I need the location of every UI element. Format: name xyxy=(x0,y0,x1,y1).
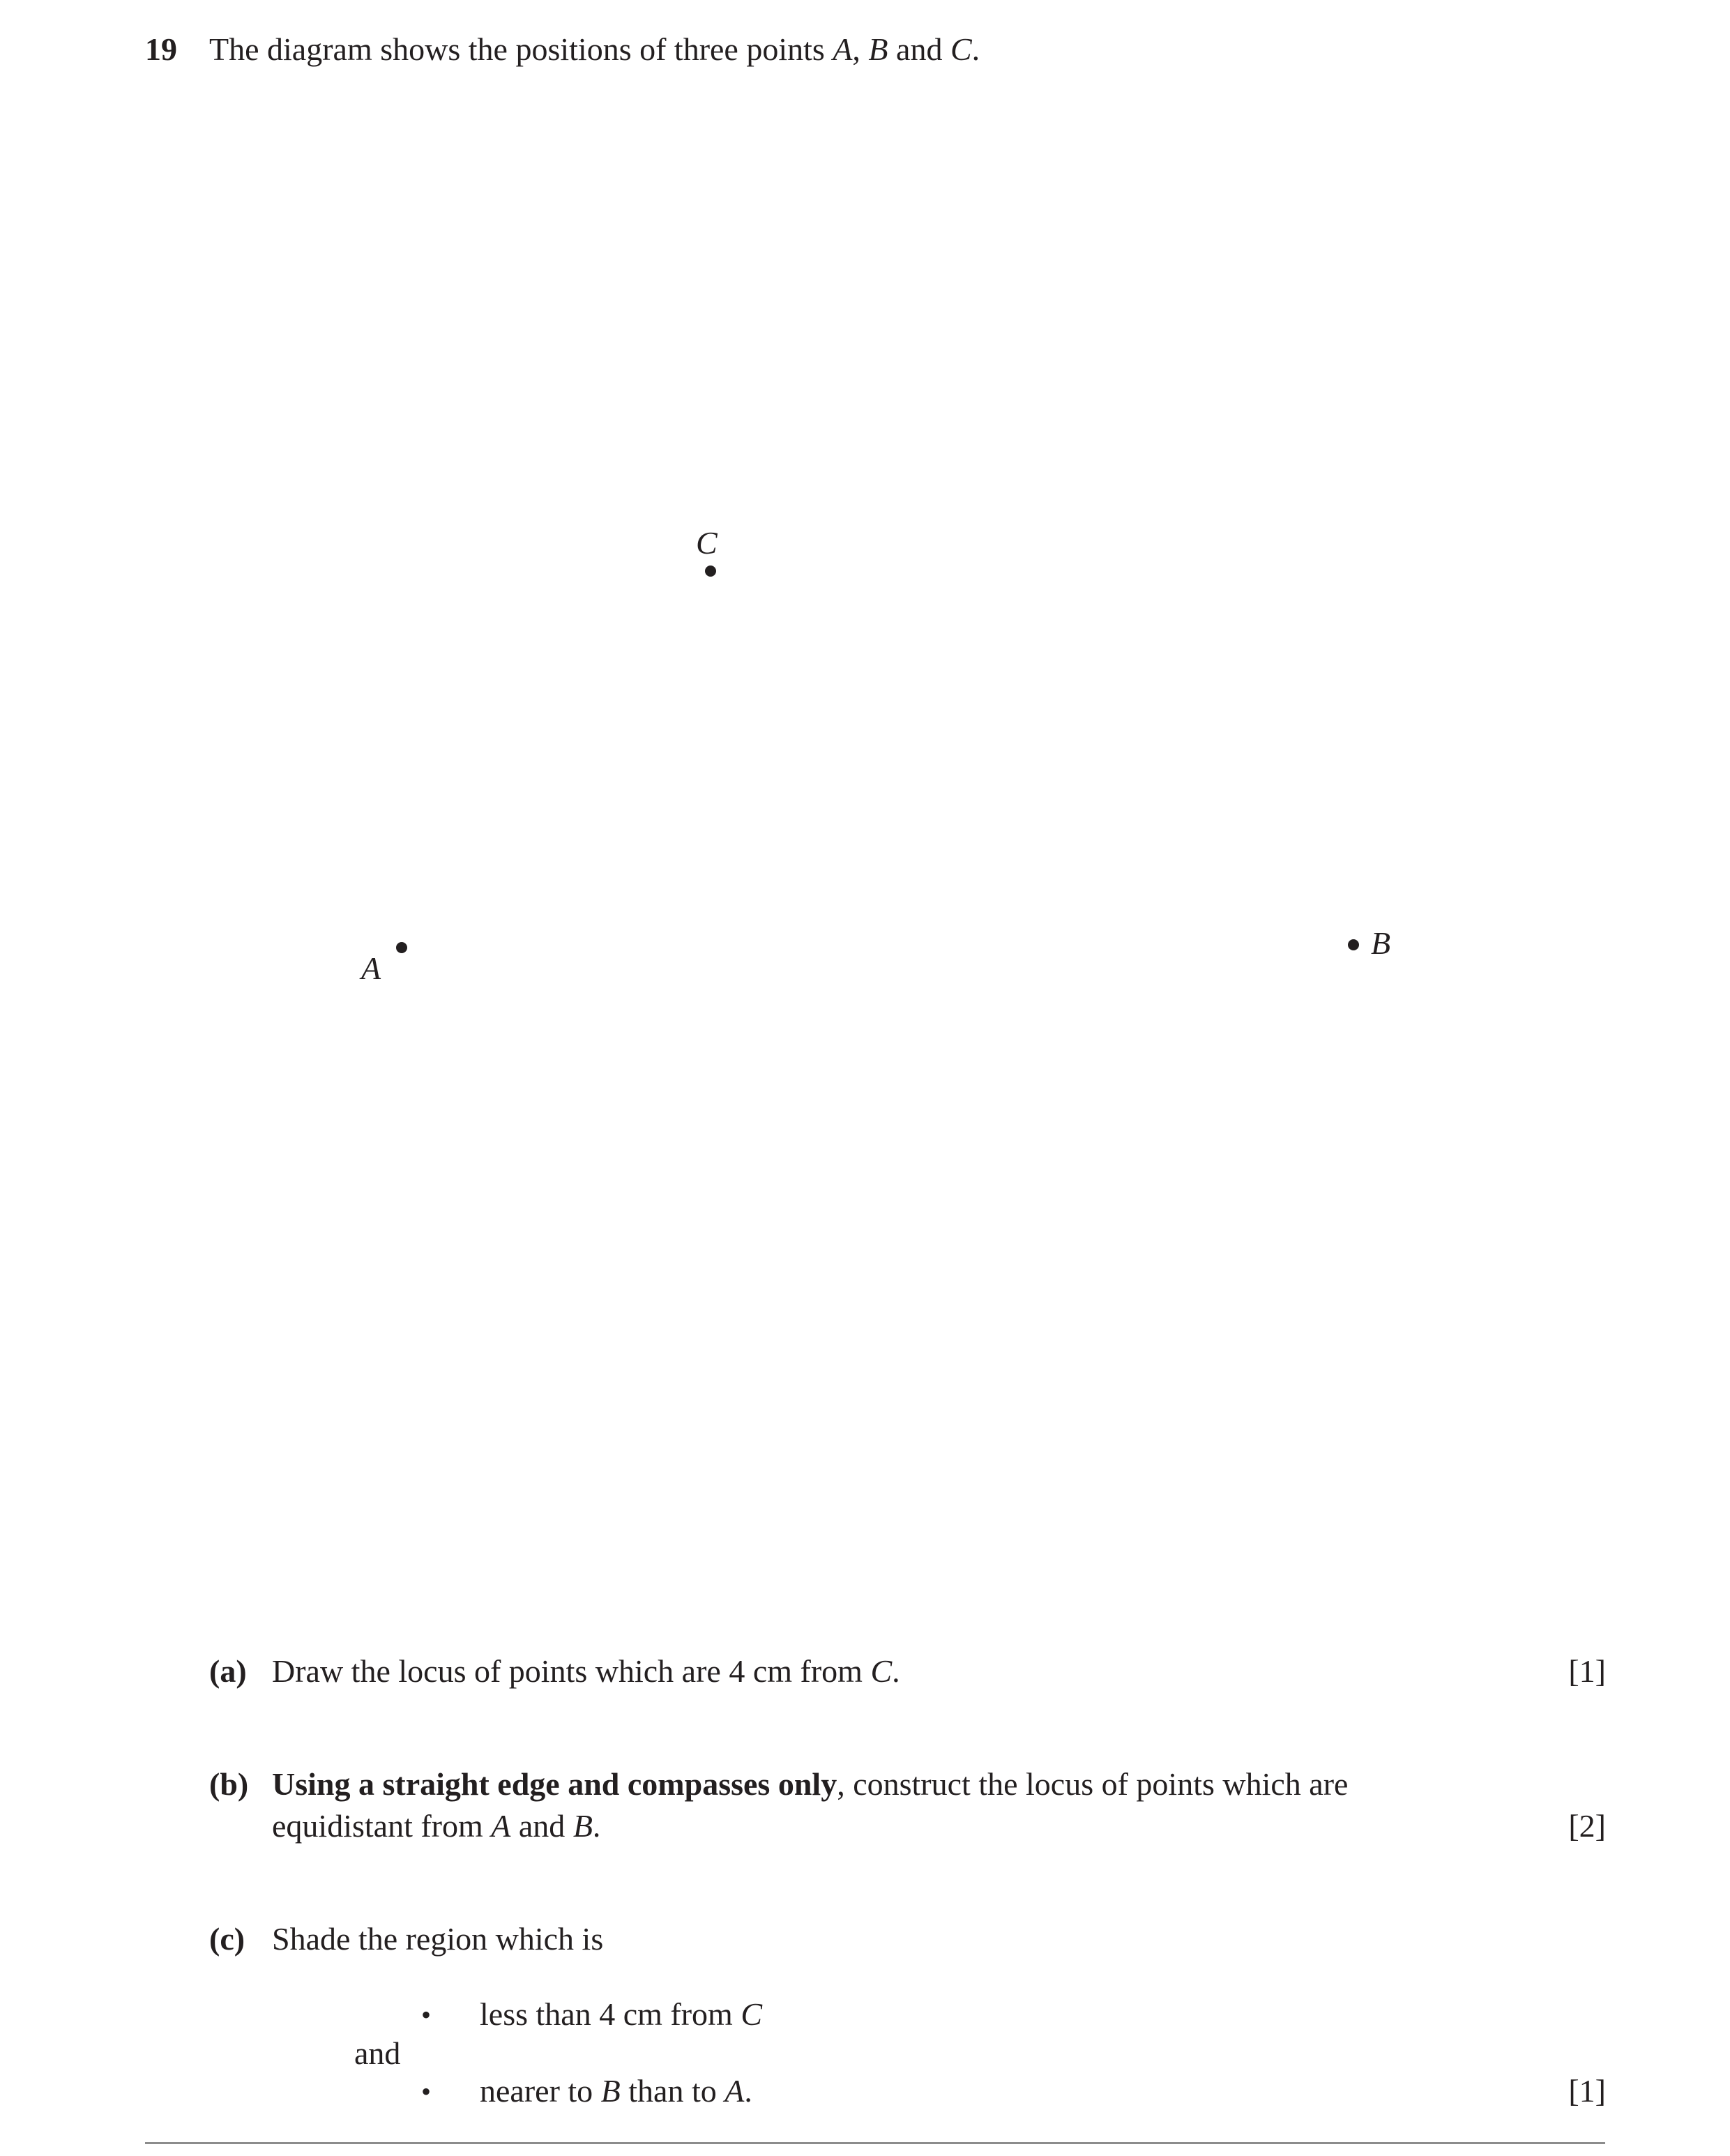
point-c-dot xyxy=(705,565,716,577)
bullet-1: • xyxy=(421,1999,432,2030)
part-a-text: Draw the locus of points which are 4 cm from C. xyxy=(272,1653,900,1689)
part-b-line1: Using a straight edge and compasses only, construct the locus of points which are xyxy=(272,1766,1349,1802)
part-b-marks: [2] xyxy=(1568,1808,1606,1844)
part-c-text: Shade the region which is xyxy=(272,1921,604,1957)
part-b-line2: equidistant from A and B. xyxy=(272,1808,601,1844)
part-c-label: (c) xyxy=(209,1921,245,1957)
point-b-label: B xyxy=(1371,925,1391,961)
point-a-dot xyxy=(396,942,407,953)
part-c-bullet-1-text: less than 4 cm from C xyxy=(480,1996,762,2032)
question-number: 19 xyxy=(145,31,177,67)
point-b-dot xyxy=(1348,939,1359,950)
part-c-connector: and xyxy=(354,2035,401,2071)
bullet-2: • xyxy=(421,2076,432,2107)
point-a-label: A xyxy=(361,950,381,986)
part-b-label: (b) xyxy=(209,1766,249,1802)
part-a-marks: [1] xyxy=(1568,1653,1606,1689)
part-a-label: (a) xyxy=(209,1653,247,1689)
question-text: The diagram shows the positions of three points A, B and C. xyxy=(209,31,980,67)
point-c-label: C xyxy=(696,525,718,561)
part-c-marks: [1] xyxy=(1568,2073,1606,2109)
page-bottom-rule xyxy=(145,2142,1605,2144)
part-c-bullet-2-text: nearer to B than to A. xyxy=(480,2073,752,2109)
